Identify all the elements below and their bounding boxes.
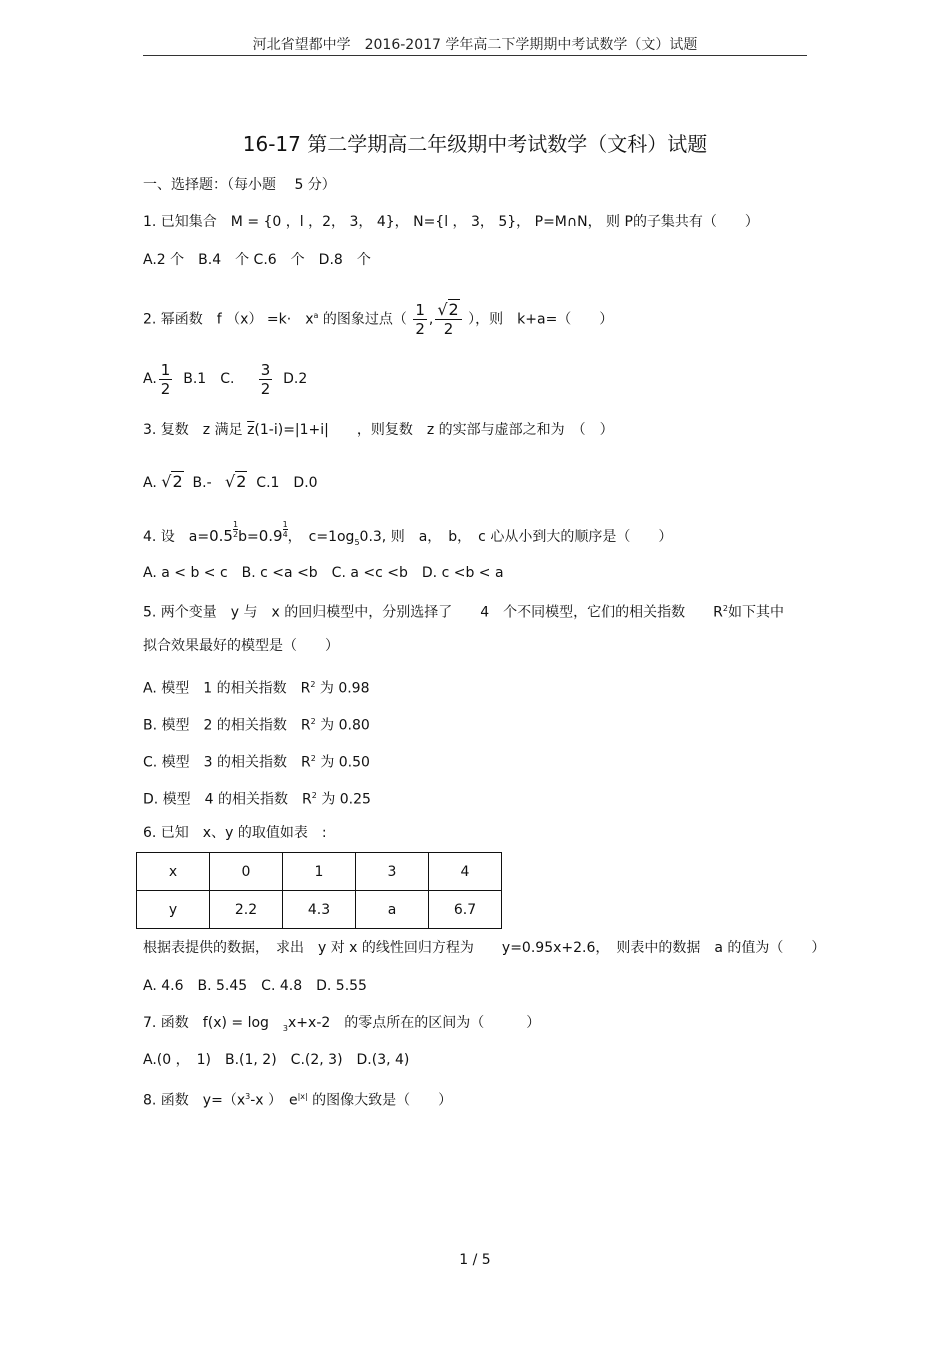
question-5-line-2: 拟合效果最好的模型是（ ） (143, 638, 339, 654)
q4-exp-b: $\frac{1}{4}$ (282, 520, 288, 539)
q8-mid: -x ） e (250, 1092, 298, 1109)
table-row (137, 891, 502, 929)
question-7 (143, 1013, 540, 1039)
question-8 (143, 1087, 452, 1111)
q2-option-c-frac: $\frac{3}{2}$ (260, 360, 271, 398)
question-3 (143, 420, 614, 440)
table-cell: 3 (356, 853, 429, 891)
question-2-options (143, 357, 307, 401)
q2-post: ），则 k+a=（ ） (468, 311, 614, 328)
q3-option-rest: C.1 D.0 (256, 475, 318, 491)
table-cell: x (137, 853, 210, 891)
question-5-line-1 (143, 599, 784, 623)
question-2 (143, 294, 613, 342)
page-header: 河北省望都中学 2016-2017 学年高二下学期期中考试数学（文）试题 (252, 37, 698, 53)
q4-base-b: 0.9 (258, 527, 283, 545)
table-cell: 4 (429, 853, 502, 891)
q3-option-a: A. (143, 475, 157, 491)
section-heading: 一、选择题：（每小题 5 分） (143, 177, 336, 193)
page-number: 1 / 5 (459, 1252, 491, 1268)
q2-point-y: $\frac{√2}{2}$ (435, 301, 461, 338)
q3-pre: 3. 复数 z 满足 (143, 422, 243, 438)
q5-line1-post: 如下其中 (728, 604, 785, 621)
question-5-option-d: D. 模型 4 的相关指数 $R^2$ 为 0.25 (143, 791, 371, 808)
table-cell: 4.3 (283, 891, 356, 929)
q8-abs-exponent: |x| (297, 1092, 308, 1101)
question-1: 1. 已知集合 M = {0 ，l ，2， 3， 4}， N={l ， 3， 5}， P=M∩N， 则 P的子集共有（ ） (143, 214, 759, 230)
table-cell: 0 (210, 853, 283, 891)
header-rule (143, 55, 807, 56)
q5-r-squared: 2 (722, 604, 729, 613)
table-row (137, 853, 502, 891)
question-5-option-c: C. 模型 3 的相关指数 $R^2$ 为 0.50 (143, 754, 370, 771)
q2-option-a-frac: $\frac{1}{2}$ (160, 360, 171, 398)
q7-log-base: 3 (282, 1023, 289, 1033)
q3-sqrt-b: √2 (225, 472, 247, 491)
question-6-body: 根据表提供的数据， 求出 y 对 x 的线性回归方程为 y=0.95x+2.6， 则表中的数据 a 的值为（ ） (143, 940, 826, 956)
q2-option-d: D.2 (283, 371, 308, 387)
q2-pre: 2. 幂函数 f （x） =k· x (143, 311, 314, 328)
q4-mid: b= (238, 529, 259, 545)
q8-cube: 3 (245, 1092, 251, 1101)
question-5-option-b: B. 模型 2 的相关指数 $R^2$ 为 0.80 (143, 717, 370, 734)
table-cell: a (356, 891, 429, 929)
q2-point-x: $\frac{1}{2}$ (415, 301, 425, 339)
q3-z-conjugate: $\overline{z}$ (247, 422, 255, 438)
question-1-options: A.2 个 B.4 个 C.6 个 D.8 个 (143, 252, 371, 268)
question-4 (143, 518, 672, 561)
question-4-options: A. a < b < c B. c <a <b C. a <c <b D. c <b < a (143, 565, 504, 581)
table-cell: 1 (283, 853, 356, 891)
xy-value-table (136, 852, 502, 929)
q7-pre: 7. 函数 f(x) = log (143, 1015, 283, 1031)
q3-option-b: B.- (192, 475, 212, 491)
q7-post: x+x-2 的零点所在的区间为（ ） (288, 1015, 541, 1031)
question-6: 6. 已知 x、y 的取值如表 : (143, 825, 327, 841)
question-5-option-a: A. 模型 1 的相关指数 $R^2$ 为 0.98 (143, 680, 370, 697)
q8-post: 的图像大致是（ ） (307, 1092, 453, 1109)
q4-base-a: 0.5 (209, 527, 233, 545)
exam-title: 16-17 第二学期高二年级期中考试数学（文科）试题 (242, 132, 708, 156)
q8-pre: 8. 函数 y=（x (143, 1092, 246, 1109)
q3-sqrt-a: √2 (161, 472, 183, 491)
q2-exponent: a (313, 311, 319, 320)
q2-option-b: B.1 C. (183, 371, 235, 387)
q2-mid: 的图象过点（ (318, 311, 407, 328)
q4-c-pre: ， c=1og (287, 529, 355, 545)
table-cell: 6.7 (429, 891, 502, 929)
question-3-options (143, 470, 318, 495)
question-7-options: A.(0 ， 1) B.(1, 2) C.(2, 3) D.(3, 4) (143, 1052, 410, 1068)
question-6-options: A. 4.6 B. 5.45 C. 4.8 D. 5.55 (143, 978, 367, 994)
table-cell: y (137, 891, 210, 929)
table-cell: 2.2 (210, 891, 283, 929)
q2-option-a-label: A. (143, 371, 157, 387)
q2-comma: , (428, 311, 434, 328)
q5-line1-pre: 5. 两个变量 y 与 x 的回归模型中，分别选择了 4 个不同模型，它们的相关指数 R (143, 604, 723, 621)
q4-exp-a: $\frac{1}{2}$ (232, 520, 239, 539)
q3-post: (1-i)=|1+i| ，则复数 z 的实部与虚部之和为 （ ） (254, 422, 614, 438)
q4-log-base: 5 (354, 537, 360, 547)
q4-post: 0.3, 则 a， b， c 心从小到大的顺序是（ ） (359, 529, 673, 545)
q4-pre: 4. 设 a= (143, 529, 210, 545)
